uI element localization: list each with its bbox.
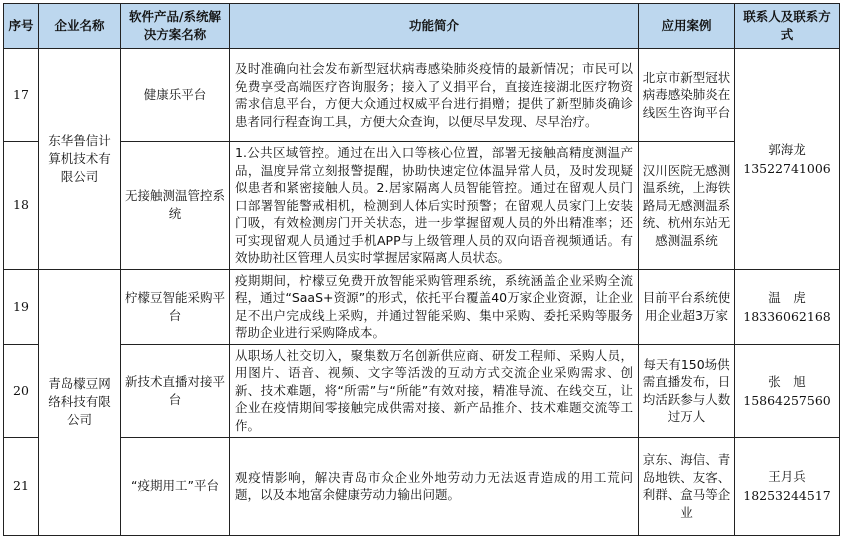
enterprise-table [3, 3, 840, 536]
company-name: 青岛檬豆网络科技有限公司 [39, 269, 121, 535]
contact-phone: 15864257560 [743, 392, 831, 408]
product-name: 新技术直播对接平台 [121, 344, 230, 437]
product-name: 健康乐平台 [121, 49, 230, 142]
contact-name: 张 旭 [768, 373, 806, 389]
product-name: 柠檬豆智能采购平台 [121, 269, 230, 344]
application-case: 京东、海信、青岛地铁、友客、利群、盒马等企业 [639, 437, 735, 535]
contact-name: 温 虎 [768, 289, 806, 305]
row-seq: 20 [4, 344, 39, 437]
description: 从职场人社交切入，聚集数万名创新供应商、研发工程师、采购人员，用图片、语音、视频、文字等活泼的互动方式交流企业采购需求、创新、技术难题，将“所需”与“所能”有效对接，精准导流、在线交互，让企业在疫情期间零接触完成供需对接、新产品推介、技术难题交流等工作。 [230, 344, 639, 437]
contact-cell [735, 437, 840, 535]
row-seq: 18 [4, 142, 39, 270]
row-seq: 19 [4, 269, 39, 344]
contact-phone: 13522741006 [743, 160, 831, 176]
application-case: 目前平台系统使用企业超3万家 [639, 269, 735, 344]
table-row [4, 269, 840, 344]
contact-name: 王月兵 [768, 469, 806, 484]
application-case: 每天有150场供需直播发布，日均活跃参与人数过万人 [639, 344, 735, 437]
contact-name: 郭海龙 [768, 141, 806, 157]
product-name: 无接触测温管控系统 [121, 142, 230, 270]
company-name: 东华鲁信计算机技术有限公司 [39, 49, 121, 270]
table-row [4, 49, 840, 142]
application-case: 汉川医院无感测温系统，上海铁路局无感测温系统、杭州东站无感测温系统 [639, 142, 735, 270]
row-seq: 21 [4, 437, 39, 535]
application-case: 北京市新型冠状病毒感染肺炎在线医生咨询平台 [639, 49, 735, 142]
description: 1.公共区域管控。通过在出入口等核心位置，部署无接触高精度测温产品，温度异常立刻报警提醒，协助快速定位体温异常人员，及时发现疑似患者和紧密接触人员。2.居家隔离人员智能管控。通过在留观人员门口部署智能警戒相机，检测到人体后实时预警；在留观人员家门上安装门吸，有效检测房门开关状态，进一步掌握留观人员的外出精准率；还可实现留观人员通过手机APP与上级管理人员的双向语音视频通话。有效协助社区管理人员实时掌握居家隔离人员状态。 [230, 142, 639, 270]
header-desc: 功能简介 [230, 4, 639, 49]
header-seq: 序号 [4, 4, 39, 49]
product-name: “疫期用工”平台 [121, 437, 230, 535]
table-row [4, 142, 840, 270]
header-company: 企业名称 [39, 4, 121, 49]
contact-phone: 18253244517 [743, 488, 831, 503]
contact-cell [735, 49, 840, 270]
contact-phone: 18336062168 [743, 308, 831, 324]
contact-cell [735, 344, 840, 437]
header-row [4, 4, 840, 49]
header-case: 应用案例 [639, 4, 735, 49]
header-contact: 联系人及联系方式 [735, 4, 840, 49]
table-row [4, 437, 840, 535]
table-row [4, 344, 840, 437]
header-product: 软件产品/系统解决方案名称 [121, 4, 230, 49]
description: 观疫情影响，解决青岛市众企业外地劳动力无法返青造成的用工荒问题，以及本地富余健康劳动力输出问题。 [230, 437, 639, 535]
description: 及时准确向社会发布新型冠状病毒感染肺炎疫情的最新情况；市民可以免费享受高端医疗咨询服务；接入了义捐平台，直接连接湖北医疗物资需求信息平台，方便大众通过权威平台进行捐赠；提供了新型肺炎确诊患者同行程查询工具，方便大众查询，以便尽早发现、尽早治疗。 [230, 49, 639, 142]
description: 疫期期间，柠檬豆免费开放智能采购管理系统，系统涵盖企业采购全流程，通过“SaaS+资源”的形式，依托平台覆盖40万家企业资源，让企业足不出户完成线上采购，并通过智能采购、集中采购、委托采购等服务帮助企业进行采购降成本。 [230, 269, 639, 344]
row-seq: 17 [4, 49, 39, 142]
contact-cell [735, 269, 840, 344]
